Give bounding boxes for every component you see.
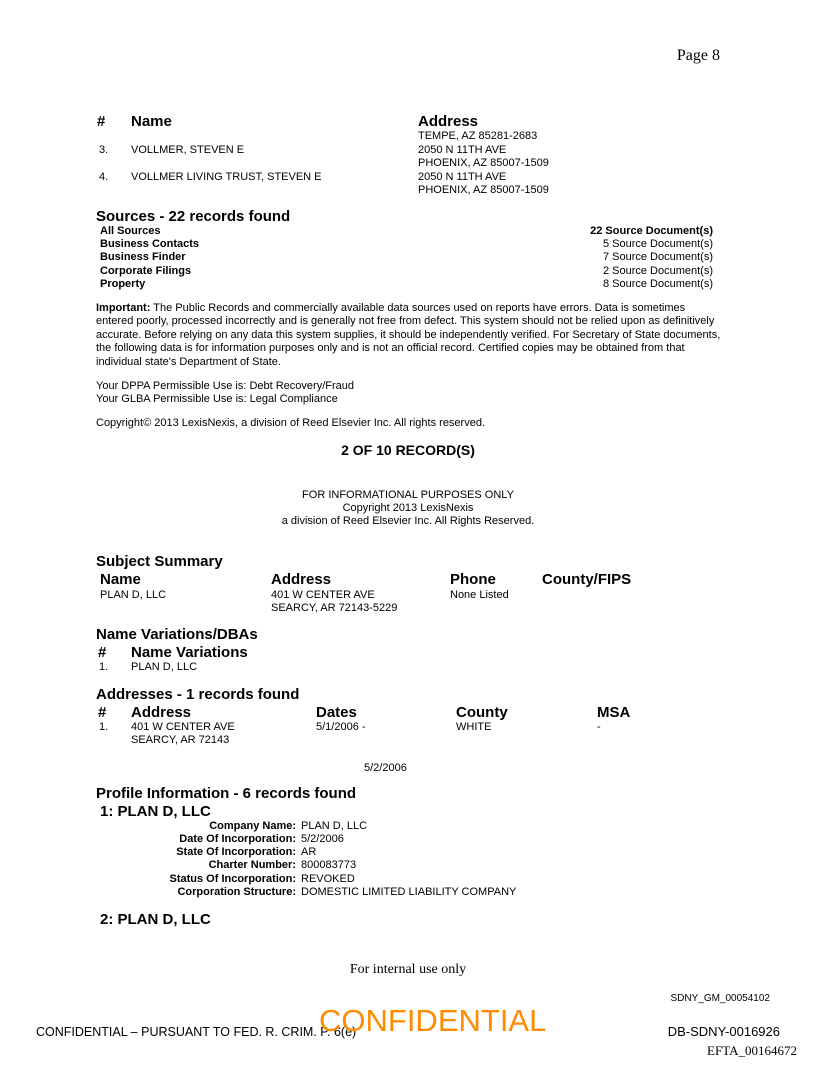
field-label: Charter Number: xyxy=(208,859,296,871)
field-label: Date Of Incorporation: xyxy=(179,833,296,845)
source-count: 8 Source Document(s) xyxy=(602,278,713,290)
confidential-notice: CONFIDENTIAL – PURSUANT TO FED. R. CRIM. P. 6(e) xyxy=(36,1025,357,1039)
profile-heading: Profile Information - 6 records found xyxy=(96,785,357,802)
field-label: Company Name: xyxy=(209,820,296,832)
copyright-line: Copyright© 2013 LexisNexis, a division of Reed Elsevier Inc. All rights reserved. xyxy=(96,417,486,429)
col-num-header: # xyxy=(98,644,107,661)
row-name: VOLLMER LIVING TRUST, STEVEN E xyxy=(131,171,322,183)
col-msa-header: MSA xyxy=(597,704,631,721)
address-line: 401 W CENTER AVE xyxy=(271,589,375,601)
row-num: 3. xyxy=(99,144,109,156)
field-value: 5/2/2006 xyxy=(301,833,344,845)
address-county: WHITE xyxy=(456,721,492,733)
subject-summary-heading: Subject Summary xyxy=(96,553,223,570)
row-name: PLAN D, LLC xyxy=(131,661,198,673)
record-title: 2 OF 10 RECORD(S) xyxy=(341,442,475,458)
row-name: VOLLMER, STEVEN E xyxy=(131,144,245,156)
sources-heading: Sources - 22 records found xyxy=(96,208,291,225)
field-label: Status Of Incorporation: xyxy=(169,873,296,885)
col-name-header: Name xyxy=(100,571,141,588)
important-label: Important: xyxy=(96,302,151,314)
col-name-variations-header: Name Variations xyxy=(131,644,248,661)
source-label: Business Finder xyxy=(100,251,186,263)
important-text: The Public Records and commercially available data sources used on reports have errors. Data is sometimes entered poorly, processed incorrectly and is generally not free from defect. This system should not be relied upon as definitively accurate. Before relying on any data this system supplies, it should be independently verified. For Secretary of State documents, the following data is for information purposes only and is not an official record. Certified copies may be obtained from that individual state's Department of State. xyxy=(96,302,721,368)
col-address-header: Address xyxy=(131,704,192,721)
field-value: AR xyxy=(301,846,317,858)
address-dates: 5/1/2006 - xyxy=(316,721,366,733)
row-num: 1. xyxy=(99,661,109,673)
dppa-line: Your DPPA Permissible Use is: Debt Recovery/Fraud xyxy=(96,380,354,392)
address-line: 2050 N 11TH AVE xyxy=(418,144,507,156)
subject-name: PLAN D, LLC xyxy=(100,589,167,601)
source-count: 5 Source Document(s) xyxy=(602,238,713,250)
address-msa: - xyxy=(597,721,601,733)
addresses-heading: Addresses - 1 records found xyxy=(96,686,300,703)
col-county-header: County/FIPS xyxy=(542,571,632,588)
info-line: Copyright 2013 LexisNexis xyxy=(342,502,474,514)
glba-line: Your GLBA Permissible Use is: Legal Compliance xyxy=(96,393,338,405)
source-label: Business Contacts xyxy=(100,238,200,250)
col-phone-header: Phone xyxy=(450,571,496,588)
internal-use-note: For internal use only xyxy=(349,962,467,977)
row-num: 1. xyxy=(99,721,109,733)
field-label: Corporation Structure: xyxy=(177,886,296,898)
col-dates-header: Dates xyxy=(316,704,357,721)
col-address-header: Address xyxy=(418,113,479,130)
source-count: 2 Source Document(s) xyxy=(602,265,713,277)
col-name-header: Name xyxy=(131,113,172,130)
field-value: DOMESTIC LIMITED LIABILITY COMPANY xyxy=(301,886,517,898)
field-value: PLAN D, LLC xyxy=(301,820,368,832)
address-line: SEARCY, AR 72143-5229 xyxy=(271,602,398,614)
important-notice xyxy=(96,302,724,369)
address-line: 401 W CENTER AVE xyxy=(131,721,235,733)
page-number: Page 8 xyxy=(676,47,720,64)
source-label: Property xyxy=(100,278,146,290)
col-num-header: # xyxy=(98,704,107,721)
source-count: 7 Source Document(s) xyxy=(602,251,713,263)
col-address-header: Address xyxy=(271,571,332,588)
address-line: PHOENIX, AZ 85007-1509 xyxy=(418,157,549,169)
col-num-header: # xyxy=(97,113,106,130)
subject-phone: None Listed xyxy=(450,589,509,601)
source-label: All Sources xyxy=(100,225,161,237)
source-label: Corporate Filings xyxy=(100,265,192,277)
field-value: REVOKED xyxy=(301,873,355,885)
name-variations-heading: Name Variations/DBAs xyxy=(96,626,258,643)
profile-record-title: 1: PLAN D, LLC xyxy=(100,803,211,820)
field-value: 800083773 xyxy=(301,859,357,871)
confidential-stamp: CONFIDENTIAL xyxy=(319,1003,547,1038)
efta-number: EFTA_00164672 xyxy=(707,1043,797,1058)
sdny-gm-number: SDNY_GM_00054102 xyxy=(670,993,770,1004)
address-line: SEARCY, AR 72143 xyxy=(131,734,230,746)
address-line: PHOENIX, AZ 85007-1509 xyxy=(418,184,549,196)
address-date-extra: 5/2/2006 xyxy=(364,762,407,774)
info-line: FOR INFORMATIONAL PURPOSES ONLY xyxy=(302,489,514,501)
address-line: 2050 N 11TH AVE xyxy=(418,171,507,183)
db-sdny-number: DB-SDNY-0016926 xyxy=(667,1024,780,1039)
address-line: TEMPE, AZ 85281-2683 xyxy=(418,130,538,142)
profile-record-title: 2: PLAN D, LLC xyxy=(100,911,211,928)
col-county-header: County xyxy=(456,704,508,721)
field-label: State Of Incorporation: xyxy=(176,846,296,858)
row-num: 4. xyxy=(99,171,109,183)
info-line: a division of Reed Elsevier Inc. All Rights Reserved. xyxy=(281,515,535,527)
source-count: 22 Source Document(s) xyxy=(590,225,713,237)
